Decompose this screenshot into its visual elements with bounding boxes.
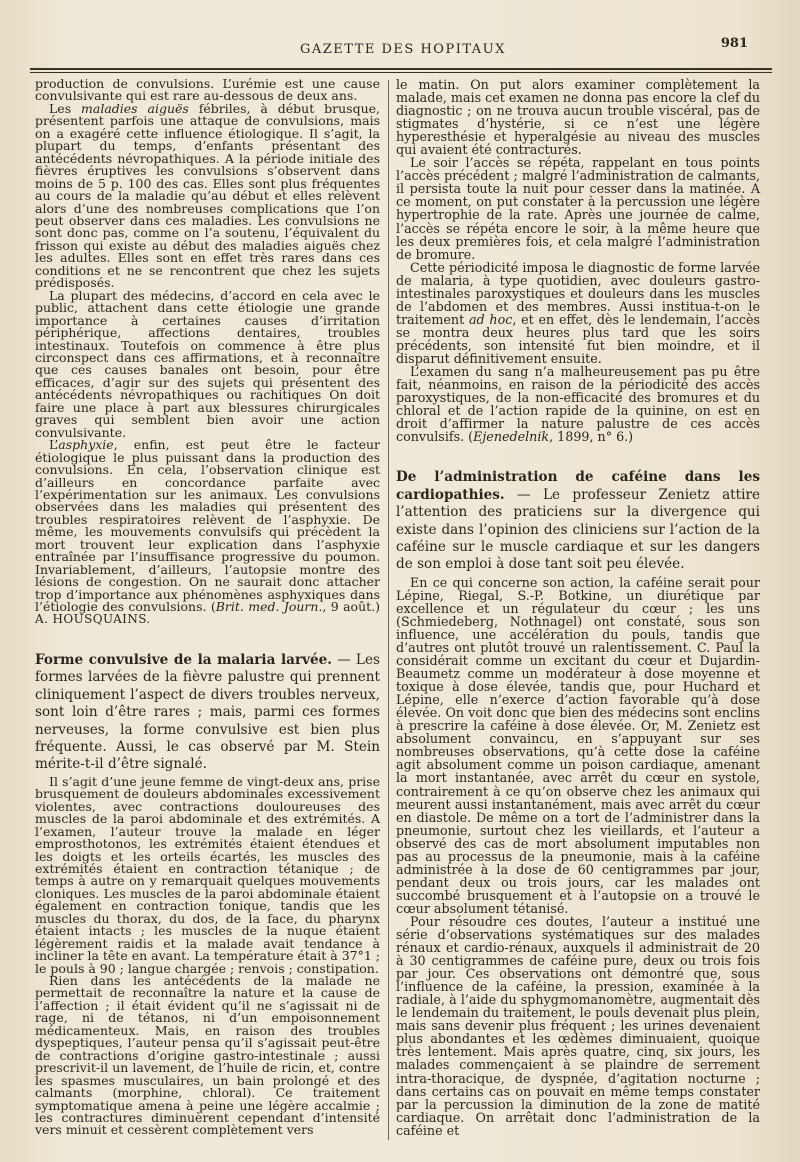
paragraph: En ce qui concerne son action, la caféine serait pour Lépine, Riegal, S.-P. Botkine, un diurétique par excellence et un régulateur du cœur ; les uns (Schmiedeberg, Nothnagel) ont constaté, sous son influence, une accélération du pouls, tandis que d’autres ont plutôt trouvé un ralentissement. C. Paul la considérait comme un excitant du cœur et Dujardin-Beaumetz comme un modérateur à dose moyenne et toxique à dose élevée, tandis que, pour Huchard et Lépine, elle n’exerce d’action favorable qu’à dose élevée. On voit donc que bien des médecins sont enclins à prescrire la caféine à dose élevée. Or, M. Zenietz est absolument convaincu, en s’appuyant sur ses nombreuses observations, qu’à cette dose la caféine agit absolument comme un poison cardiaque, amenant la mort instantanée, avec arrêt du cœur en systole, contrairement à ce qu’on observe chez les animaux qui meurent aussi instantanément, mais avec arrêt du cœur en diastole. De même on a tort de l’administrer dans la pneumonie, surtout chez les vieillards, et l’auteur a observé des cas de mort absolument imputables non pas au processus de la pneumonie, mais à la caféine administrée à la dose de 60 centigrammes par jour, pendant deux ou trois jours, car les malades ont succombé brusquement et à l’autopsie on a trouvé le cœur absolument tétanisé.	[396, 574, 760, 916]
italic-term: maladies aiguës	[81, 100, 189, 116]
paragraph	[35, 100, 380, 291]
article-title: De l’administration de caféine dans les cardiopathies.	[396, 469, 760, 503]
article-lead: — Le professeur Zenietz attire l’attention des praticiens sur la divergence qui existe dans l’opinion des cliniciens sur l’action de la caféine sur le muscle cardiaque et sur les dangers de son emploi à dose tant soit peu élevée.	[396, 486, 760, 573]
paragraph: La plupart des médecins, d’accord en cela avec le public, attachent dans cette étiologie une grande importance à certaines causes d’irritation périphérique, affections dentaires, troubles intestinaux. Toutefois on commence à être plus circonspect dans ces affirmations, et à reconnaître que ces causes banales ont besoin, pour être efficaces, d’agir sur des sujets qui présentent des antécédents névropathiques ou rachitiques On doit faire une place à part aux blessures chirurgicales graves qui semblent bien avoir une action convulsivante.	[35, 287, 380, 440]
left-column	[35, 78, 380, 1137]
text-run: , 9 août.)	[322, 599, 380, 615]
paragraph: production de convulsions. L’urémie est une cause convulsivante qui est rare au-dessous de deux ans.	[35, 76, 380, 104]
paragraph	[396, 261, 760, 365]
text-run: Cette périodicité imposa le diagnostic de forme larvée de malaria, à type quotidien, avec douleurs gastro-intestinales paroxystiques et douleurs dans les muscles de l’abdomen et des membres. Aussi institua-t-on le traitement	[396, 259, 760, 327]
article-title: Forme convulsive de la malaria larvée.	[35, 651, 333, 668]
article-heading	[35, 652, 380, 774]
right-column	[396, 78, 760, 1137]
running-header	[0, 36, 800, 60]
italic-term: asphyxie	[58, 437, 114, 453]
text-run: fébriles, à début brusque, présentent parfois une attaque de convulsions, mais on a exagéré cette influence étiologique. Il s’agit, la plupart du temps, d’enfants présentant des antécédents névropathiques. A la période initiale des fièvres éruptives les convulsions s’observent dans moins de 5 p. 100 des cas. Elles sont plus fréquentes au cours de la maladie qu’au début et elles relèvent alors d’une des nombreuses complications que l’on peut observer dans ces maladies. Les convulsions ne sont donc pas, comme on l’a soutenu, l’équivalent du frisson qui existe au début des maladies aiguës chez les adultes. Elles sont en effet très rares dans ces conditions et ne se rencontrent que chez les sujets prédisposés.	[35, 100, 380, 291]
text-run: , 1899, n° 6.)	[549, 429, 634, 445]
paragraph: le matin. On put alors examiner complètement la malade, mais cet examen ne donna pas encore la clef du diagnostic ; on ne trouva aucun trouble viscéral, pas de stigmates d’hystérie, si ce n’est une légère hyperesthésie et hyperalgésie au niveau des muscles qui avaient été contracturés.	[396, 77, 760, 158]
text-run: , enfin, est peut être le facteur étiologique le plus puissant dans la production des convulsions. En cela, l’observation clinique est d’ailleurs en concordance parfaite avec l’expérimentation sur les animaux. Les convulsions observées dans les maladies qui présentent des troubles respiratoires relèvent de l’asphyxie. De même, les mouvements convulsifs qui précèdent la mort trouvent leur explication dans l’asphyxie entraînée par l’insuffisance progressive du poumon. Invariablement, d’ailleurs, l’autopsie montre des lésions de congestion. On ne saurait donc attacher trop d’importance aux phénomènes asphyxiques dans l’étiologie des convulsions. (	[35, 437, 380, 615]
article-lead: — Les formes larvées de la fièvre palustre qui prennent cliniquement l’aspect de divers troubles nerveux, sont loin d’être rares ; mais, parmi ces formes nerveuses, la forme convulsive est bien plus fréquente. Aussi, le cas observé par M. Stein mérite-t-il d’être signalé.	[35, 651, 380, 773]
column-divider	[388, 80, 389, 1140]
author-signature: A. HOUSQUAINS.	[35, 612, 151, 627]
paragraph: Le soir l’accès se répéta, rappelant en tous points l’accès précédent ; malgré l’administration de calmants, il persista toute la nuit pour cesser dans la matinée. A ce moment, on put constater à la percussion une légère hypertrophie de la rate. Après une journée de calme, l’accès se répéta encore le soir, à la même heure que les deux premières fois, et cela malgré l’administration de bromure.	[396, 155, 760, 262]
header-rule-thin	[30, 72, 772, 73]
text-run: L’examen du sang n’a malheureusement pas pu être fait, néanmoins, en raison de la périodicité des accès paroxystiques, de la non-efficacité des bromures et du chloral et de l’action rapide de la quinine, on est en droit d’affirmer la nature palustre de ces accès convulsifs. (	[396, 364, 760, 445]
article-heading	[396, 469, 760, 573]
citation: Brit. med. Journ.	[215, 599, 323, 615]
paragraph	[35, 439, 380, 626]
text-run: Les	[49, 100, 72, 116]
page-number: 981	[720, 36, 748, 51]
running-title: GAZETTE DES HOPITAUX	[300, 42, 506, 57]
text-run: L’	[49, 437, 59, 453]
paragraph	[396, 365, 760, 443]
text-run: , et en effet, dès le lendemain, l’accès se montra deux heures plus tard que les soirs précédents, son intensité fut bien moindre, et il disparut définitivement ensuite.	[396, 311, 760, 366]
paragraph: Pour résoudre ces doutes, l’auteur a institué une série d’observations systématiques sur des malades rénaux et cardio-rénaux, auxquels il administrait de 20 à 30 centigrammes de caféine pure, deux ou trois fois par jour. Ces observations ont démontré que, sous l’influence de la caféine, la pression, examinée à la radiale, à l’aide du sphygmomanomètre, augmentait dès le lendemain du traitement, le pouls devenait plus plein, mais sans devenir plus fréquent ; les urines devenaient plus abondantes et les œdèmes diminuaient, quoique très lentement. Mais après quatre, cinq, six jours, les malades commençaient à se plaindre de serrement intra-thoracique, de dyspnée, d’agitation nocturne ; dans certains cas on pouvait en même temps constater par la percussion la diminution de la zone de matité cardiaque. On arrêtait donc l’administration de la caféine et	[396, 913, 760, 1138]
header-rule	[30, 68, 772, 70]
italic-term: ad hoc	[468, 311, 513, 327]
paragraph: Rien dans les antécédents de la malade ne permettait de reconnaître la nature et la cause de l’affection ; il était évident qu’il ne s’agissait ni de rage, ni de tétanos, ni d’un empoisonnement médicamenteux. Mais, en raison des troubles dyspeptiques, l’auteur pensa qu’il s’agissait peut-être de contractions d’origine gastro-intestinale ; aussi prescrivit-il un lavement, de l’huile de ricin, et, contre les spasmes musculaires, un bain prolongé et des calmants (morphine, chloral). Ce traitement symptomatique amena à peine une légère accalmie ; les contractures diminuèrent cependant d’intensité vers minuit et cessèrent complètement vers	[35, 973, 380, 1138]
paragraph: Il s’agit d’une jeune femme de vingt-deux ans, prise brusquement de douleurs abdominales excessivement violentes, avec contractions douloureuses des muscles de la paroi abdominale et des extrémités. A l’examen, l’auteur trouve la malade en léger emprosthotonos, les extrémités étaient étendues et les doigts et les orteils écartés, les muscles des extrémités étaient en contraction tétanique ; de temps à autre on y remarquait quelques mouvements cloniques. Les muscles de la paroi abdominale étaient également en contraction tonique, tandis que les muscles du thorax, du dos, de la face, du pharynx étaient intacts ; les muscles de la nuque étaient légèrement raidis et la malade avait tendance à incliner la tête en avant. La température était à 37°1 ; le pouls à 90 ; langue chargée ; renvois ; constipation.	[35, 773, 380, 976]
citation: Ejenedelnik	[473, 429, 550, 445]
